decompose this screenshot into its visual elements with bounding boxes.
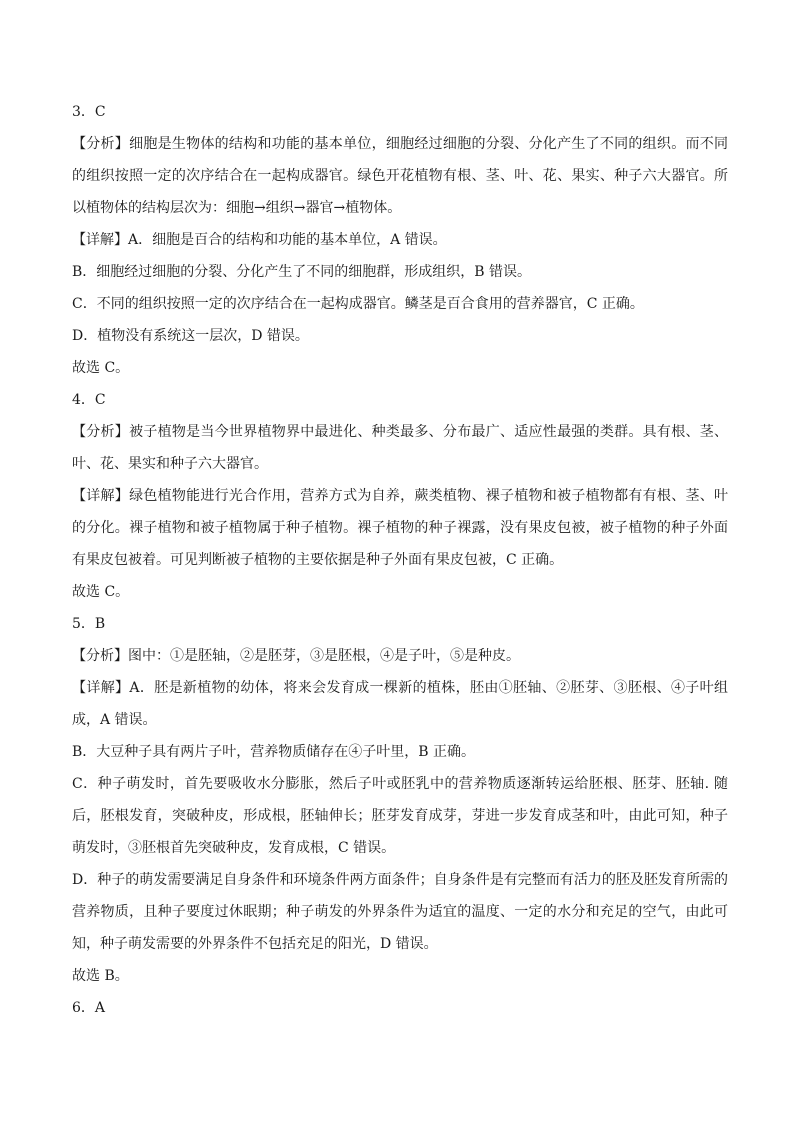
q4-analysis: 【分析】被子植物是当今世界植物界中最进化、种类最多、分布最广、适应性最强的类群。具有根、茎、叶、花、果实和种子六大器官。 (72, 424, 728, 472)
q4-choose: 故选 C。 (72, 584, 130, 600)
q3-analysis: 【分析】细胞是生物体的结构和功能的基本单位，细胞经过细胞的分裂、分化产生了不同的组织。而不同的组织按照一定的次序结合在一起构成器官。绿色开花植物有根、茎、叶、花、果实、种子六大器官。所以植物体的结构层次为：细胞→组织→器官→植物体。 (72, 136, 728, 216)
q3-detail-b: B．细胞经过细胞的分裂、分化产生了不同的细胞群，形成组织，B 错误。 (72, 264, 532, 280)
answer-document (72, 96, 728, 1024)
q5-answer: 5．B (72, 616, 106, 632)
q3-detail-d: D．植物没有系统这一层次，D 错误。 (72, 328, 309, 344)
q5-analysis: 【分析】图中：①是胚轴，②是胚芽，③是胚根，④是子叶，⑤是种皮。 (72, 648, 520, 664)
q3-detail-a: 【详解】A．细胞是百合的结构和功能的基本单位，A 错误。 (72, 232, 447, 248)
q3-choose: 故选 C。 (72, 360, 130, 376)
q4-detail: 【详解】绿色植物能进行光合作用，营养方式为自养，蕨类植物、裸子植物和被子植物都有有根、茎、叶的分化。裸子植物和被子植物属于种子植物。裸子植物的种子裸露，没有果皮包被，被子植物的种子外面有果皮包被着。可见判断被子植物的主要依据是种子外面有果皮包被，C 正确。 (72, 488, 728, 568)
q3-answer: 3．C (72, 104, 106, 120)
q5-detail-d: D．种子的萌发需要满足自身条件和环境条件两方面条件；自身条件是有完整而有活力的胚及胚发育所需的营养物质，且种子要度过休眠期；种子萌发的外界条件为适宜的温度、一定的水分和充足的空气，由此可知，种子萌发需要的外界条件不包括充足的阳光，D 错误。 (72, 872, 728, 952)
q5-detail-b: B．大豆种子具有两片子叶，营养物质储存在④子叶里，B 正确。 (72, 744, 476, 760)
q5-detail-a: 【详解】A．胚是新植物的幼体，将来会发育成一棵新的植株，胚由①胚轴、②胚芽、③胚根、④子叶组成，A 错误。 (72, 680, 728, 728)
q4-answer: 4．C (72, 392, 106, 408)
q5-detail-c: C．种子萌发时，首先要吸收水分膨胀，然后子叶或胚乳中的营养物质逐渐转运给胚根、胚芽、胚轴. 随后，胚根发育，突破种皮，形成根，胚轴伸长；胚芽发育成芽，芽进一步发育成茎和叶，由此可知，种子萌发时，③胚根首先突破种皮，发育成根，C 错误。 (72, 776, 728, 856)
q6-answer: 6．A (72, 1000, 106, 1016)
q3-detail-c: C．不同的组织按照一定的次序结合在一起构成器官。鳞茎是百合食用的营养器官，C 正确。 (72, 296, 644, 312)
q5-choose: 故选 B。 (72, 968, 129, 984)
